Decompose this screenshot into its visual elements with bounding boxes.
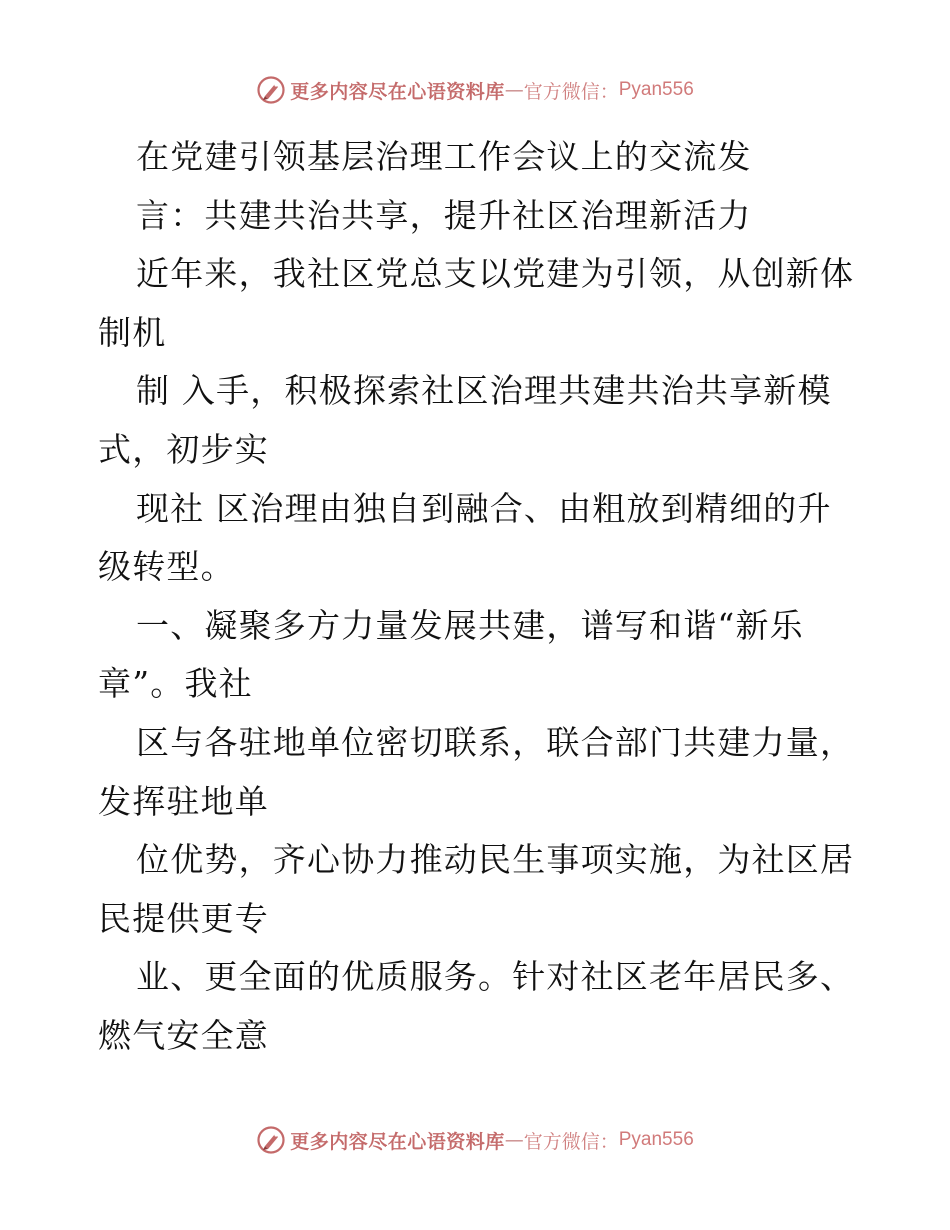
header-wechat-label: 官方微信： [523,80,619,103]
text-line: 位优势，齐心协力推动民生事项实施，为社区居 [136,840,855,880]
footer-wechat-id: Pyan556 [618,1129,694,1150]
header-banner [0,72,950,108]
text-line: 燃气安全意 [98,1015,269,1055]
footer-dash: — [504,1129,524,1151]
header-brand-text: 更多内容尽在心语资料库 [290,80,505,103]
footer-brand-text: 更多内容尽在心语资料库 [290,1130,505,1153]
pen-nib-logo-icon [256,1125,286,1155]
header-dash: — [504,79,524,101]
document-body [98,128,898,1066]
text-line: 制机 [98,312,167,352]
text-line: 业、更全面的优质服务。针对社区老年居民多、 [136,957,855,997]
text-line: 区与各驻地单位密切联系，联合部门共建力量， [136,722,855,762]
pen-nib-logo-icon [256,75,286,105]
footer-wechat-label: 官方微信： [523,1130,619,1153]
text-line: 一、凝聚多方力量发展共建，谱写和谐“新乐 [136,605,804,645]
text-line: 级转型。 [98,547,235,587]
text-line: 现社 区治理由独自到融合、由粗放到精细的升 [136,488,832,528]
text-line: 民提供更专 [98,898,269,938]
text-line: 言：共建共治共享，提升社区治理新活力 [136,195,752,235]
text-line: 式，初步实 [98,429,269,469]
text-line: 近年来，我社区党总支以党建为引领，从创新体 [136,254,855,294]
text-line: 制 入手，积极探索社区治理共建共治共享新模 [136,371,832,411]
text-line: 发挥驻地单 [98,781,269,821]
footer-banner [0,1122,950,1158]
header-wechat-id: Pyan556 [618,79,694,100]
text-line: 章”。我社 [98,664,253,704]
text-line: 在党建引领基层治理工作会议上的交流发 [136,137,752,176]
